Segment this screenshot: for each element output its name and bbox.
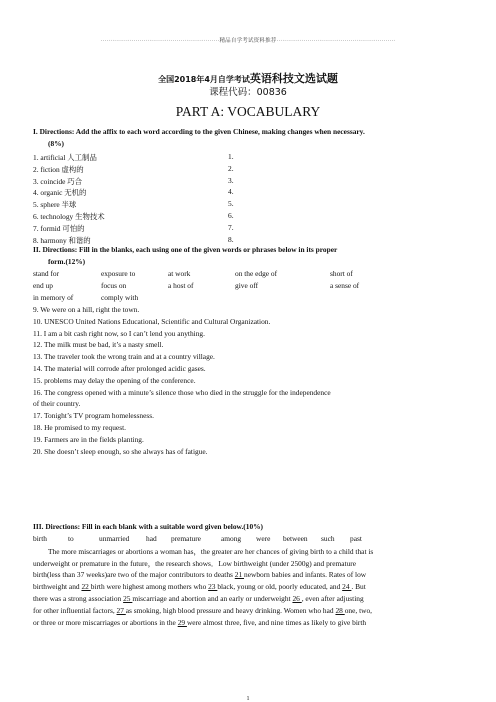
vocab-question: 1. artificial 人工制品 <box>33 153 97 162</box>
header-text: 精品自学考试资料推荐 <box>219 38 277 44</box>
word-bank-item: short of <box>330 269 353 278</box>
section3-heading: III. Directions: Fill in each blank with a suitable word given below.(10%) <box>33 522 264 531</box>
passage-text: as smoking, high blood pressure and heavy drinking. Women who had <box>125 606 336 615</box>
passage-blank: 26 <box>292 594 302 603</box>
vocab-answer-number: 3. <box>228 175 234 185</box>
vocab-question: 3. coincide 巧合 <box>33 176 83 186</box>
word-bank-item: give off <box>235 280 259 290</box>
passage-blank: 27 <box>116 606 126 615</box>
fill-blank-question: 14. The material will corrode after prolonged acidic gases. <box>33 364 206 373</box>
part-heading: PART A: VOCABULARY <box>175 104 321 119</box>
passage-text: The more miscarriages or abortions a woman has，the greater are her chances of giving birth to a child that is <box>48 547 374 556</box>
passage-line <box>33 570 366 579</box>
word-bank-item: focus on <box>101 280 127 290</box>
word-bank-item: stand for <box>33 269 60 278</box>
passage-word-option: past <box>350 534 362 543</box>
course-code: 课程代码：00836 <box>209 87 287 98</box>
passage-word-option: among <box>221 534 242 543</box>
vocab-answer-number: 2. <box>228 163 234 173</box>
fill-blank-question: 9. We were on a hill, right the town. <box>33 305 140 314</box>
fill-blank-question: 16. The congress opened with a minute’s silence those who died in the struggle for the independence <box>33 387 331 397</box>
passage-blank: 23 <box>208 582 218 591</box>
vocab-question: 4. organic 无机的 <box>33 188 87 198</box>
fill-blank-question: 17. Tonight’s TV program homelessness. <box>33 411 155 421</box>
passage-text: were almost three, five, and nine times as likely to give birth <box>186 618 367 627</box>
passage-word-option: such <box>321 534 335 543</box>
passage-word-option: were <box>256 534 271 543</box>
passage-word-option: birth <box>33 534 47 543</box>
vocab-question: 2. fiction 虚构的 <box>33 164 84 174</box>
section2-heading: II. Directions: Fill in the blanks, each using one of the given words or phrases below in its proper <box>33 245 338 254</box>
passage-blank: 29 <box>177 618 187 627</box>
passage-word-option: between <box>283 534 308 543</box>
passage-text: miscarriage and abortion and an early or underweight <box>132 594 293 603</box>
exam-title-prefix: 全国2018年4月自学考试 <box>158 75 250 84</box>
word-bank-item: end up <box>33 280 53 290</box>
passage-blank: 21 <box>234 570 245 579</box>
header-dots-right: ····························································· <box>276 38 396 44</box>
vocab-answer-number: 8. <box>228 234 234 244</box>
passage-word-option: to <box>68 534 74 543</box>
section1-points: (8%) <box>48 139 65 148</box>
passage-text: . But <box>351 582 366 591</box>
passage-blank: 24 <box>342 582 352 591</box>
passage-text: newborn babies and infants. Rates of low <box>244 570 367 579</box>
word-bank-item: at work <box>168 269 191 278</box>
fill-blank-question: 10. UNESCO United Nations Educational, Scientific and Cultural Organization. <box>33 316 271 326</box>
fill-blank-question: 19. Farmers are in the fields planting. <box>33 434 144 444</box>
vocab-question: 7. formid 可怕的 <box>33 223 85 233</box>
fill-blank-question: 20. She doesn’t sleep enough, so she always has of fatigue. <box>33 446 208 456</box>
passage-text: there was a strong association <box>33 594 124 603</box>
passage-text: birth were highest among mothers who <box>90 582 209 591</box>
passage-blank: 22 <box>81 582 91 591</box>
passage-line <box>48 546 373 557</box>
passage-text: one, two, <box>344 606 373 615</box>
word-bank-item: comply with <box>101 292 139 302</box>
vocab-question: 5. sphere 半球 <box>33 200 77 210</box>
passage-text: black, young or old, poorly educated, and <box>217 582 343 591</box>
passage-blank: 25 <box>123 594 133 603</box>
page-header <box>0 36 496 44</box>
passage-text: birth(less than 37 weeks)are two of the major contributors to deaths <box>33 570 235 579</box>
word-bank-item: exposure to <box>101 269 136 278</box>
passage-line <box>33 594 364 603</box>
passage-text: , even after adjusting <box>301 594 364 603</box>
fill-blank-question: 12. The milk must be bad, it’s a nasty smell. <box>33 340 164 350</box>
passage-line <box>33 618 366 627</box>
passage-text: for other influential factors, <box>33 606 117 615</box>
passage-text: birthweight and <box>33 582 82 591</box>
section1-heading: I. Directions: Add the affix to each word according to the given Chinese, making changes when necessary. <box>33 127 365 136</box>
passage-word-option: unmarried <box>99 534 130 543</box>
page-number: 1 <box>246 696 250 702</box>
fill-blank-question: 11. I am a bit cash right now, so I can’t lend you anything. <box>33 328 205 338</box>
word-bank-item: in memory of <box>33 292 74 302</box>
vocab-question: 6. technology 生物技术 <box>33 212 105 221</box>
vocab-question: 8. harmony 和谐的 <box>33 235 91 245</box>
fill-blank-question: 13. The traveler took the wrong train and at a country village. <box>33 352 215 362</box>
exam-title-main: 英语科技文选试题 <box>249 72 338 85</box>
passage-line <box>33 582 366 591</box>
vocab-answer-number: 6. <box>228 211 234 220</box>
word-bank-item: on the edge of <box>235 269 278 278</box>
fill-blank-question: 18. He promised to my request. <box>33 423 126 432</box>
word-bank-item: a host of <box>168 280 194 290</box>
word-bank-item: a sense of <box>330 280 360 290</box>
passage-line <box>33 558 356 569</box>
passage-text: or three or more miscarriages or abortions in the <box>33 618 178 627</box>
header-dots-left: ····························································· <box>100 38 220 44</box>
fill-blank-question: of their country. <box>33 399 81 409</box>
vocab-answer-number: 1. <box>228 152 234 161</box>
section2-heading-cont: form.(12%) <box>48 257 86 266</box>
passage-line <box>33 606 372 615</box>
passage-blank: 28 <box>335 606 345 615</box>
vocab-answer-number: 5. <box>228 199 234 209</box>
passage-word-option: had <box>146 534 157 543</box>
vocab-answer-number: 7. <box>228 222 234 232</box>
vocab-answer-number: 4. <box>228 187 234 197</box>
passage-text: underweight or premature in the future，the research shows．Low birthweight (under 2500g) and premature <box>33 559 357 568</box>
passage-word-option: premature <box>171 534 201 543</box>
fill-blank-question: 15. problems may delay the opening of the conference. <box>33 375 196 385</box>
